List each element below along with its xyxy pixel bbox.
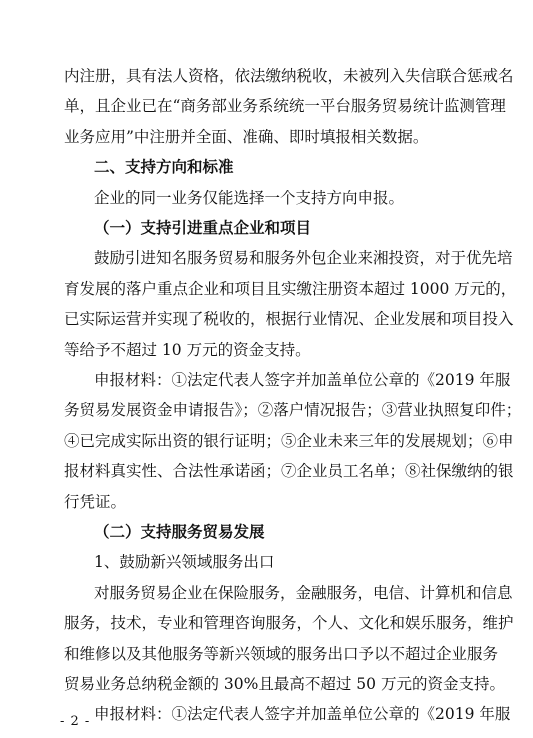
- subsection-heading: （二）支持服务贸易发展: [94, 522, 265, 541]
- text-line: 申报材料：①法定代表人签字并加盖单位公章的《2019 年服: [94, 705, 511, 724]
- text-line: 育发展的落户重点企业和项目且实缴注册资本超过 1000 万元的，: [64, 279, 517, 298]
- text-line: 和维修以及其他服务等新兴领域的服务出口予以不超过企业服务: [64, 644, 499, 663]
- text-line: 行凭证。: [64, 492, 127, 511]
- section-heading: 二、支持方向和标准: [94, 158, 234, 177]
- text-line: 报材料真实性、合法性承诺函；⑦企业员工名单；⑧社保缴纳的银: [64, 462, 514, 481]
- text-line: 已实际运营并实现了税收的，根据行业情况、企业发展和项目投入: [64, 310, 514, 329]
- sub-item-heading: 1、鼓励新兴领域服务出口: [94, 553, 275, 572]
- text-line: 务贸易发展资金申请报告》；②落户情况报告；③营业执照复印件；: [64, 401, 522, 420]
- text-line: 内注册，具有法人资格，依法缴纳税收，未被列入失信联合惩戒名: [64, 67, 514, 85]
- text-line: ④已完成实际出资的银行证明；⑤企业未来三年的发展规划；⑥申: [64, 431, 514, 450]
- text-line: 申报材料：①法定代表人签字并加盖单位公章的《2019 年服: [94, 371, 511, 389]
- text-line: 鼓励引进知名服务贸易和服务外包企业来湘投资，对于优先培: [94, 249, 513, 268]
- text-line: 企业的同一业务仅能选择一个支持方向申报。: [94, 188, 405, 207]
- text-line: 贸易业务总纳税金额的 30%且最高不超过 50 万元的资金支持。: [64, 675, 505, 693]
- text-line: 对服务贸易企业在保险服务，金融服务，电信、计算机和信息: [94, 583, 513, 602]
- page-number: - 2 -: [60, 714, 91, 729]
- text-line: 等给予不超过 10 万元的资金支持。: [64, 340, 311, 359]
- text-line: 单，且企业已在“商务部业务系统统一平台服务贸易统计监测管理: [64, 97, 506, 116]
- subsection-heading: （一）支持引进重点企业和项目: [94, 218, 312, 237]
- text-line: 业务应用”中注册并全面、准确、即时填报相关数据。: [64, 127, 429, 146]
- text-line: 服务，技术，专业和管理咨询服务，个人、文化和娱乐服务，维护: [64, 614, 514, 633]
